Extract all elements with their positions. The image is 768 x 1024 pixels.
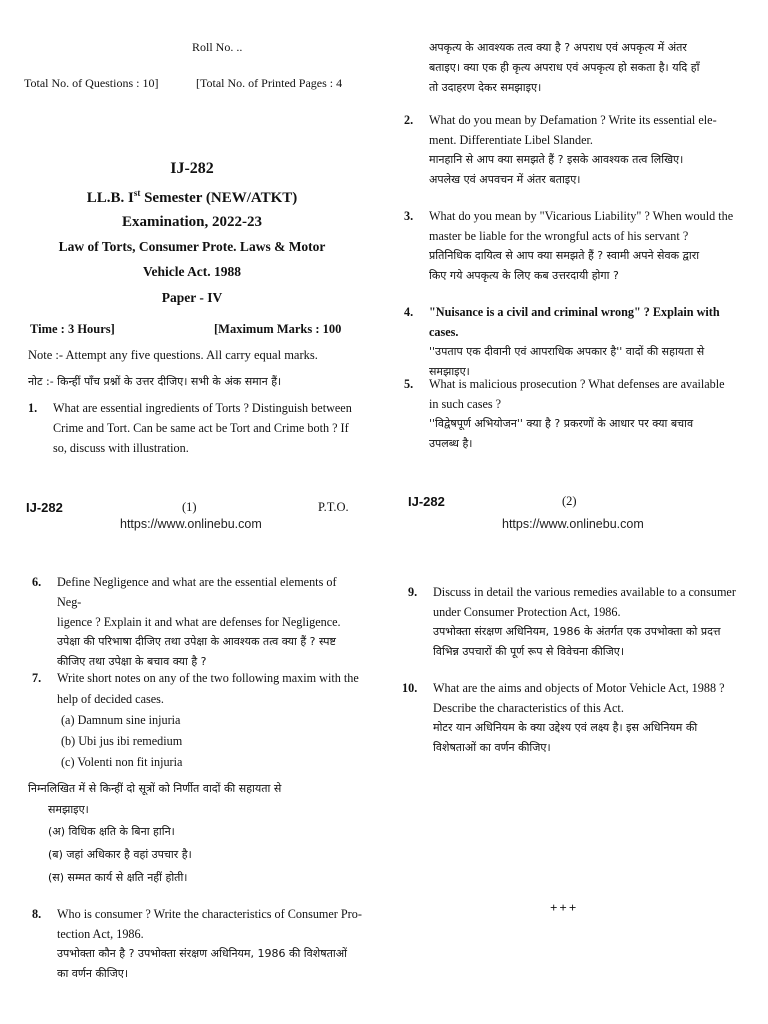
page-4 [404,560,744,1024]
question-5 [404,374,744,454]
question-number: 9. [408,585,418,599]
question-text-hindi: ''उपताप एक दीवानी एवं आपराधिक अपकार है'' वादों की सहायता से [429,345,705,358]
question-text: master be liable for the wrongful acts of his servant ? [429,229,689,243]
question-text-hindi: बताइए। क्या एक ही कृत्य अपराध एवं अपकृत्य हो सकता है। यदि हाँ [429,61,700,74]
question-text: What do you mean by "Vicarious Liability" ? When would the [429,209,734,223]
total-pages: [Total No. of Printed Pages : 4 [196,76,343,90]
exam-title: Examination, 2022-23 [121,214,262,230]
note-hindi: नोट :- किन्हीं पाँच प्रश्नों के उत्तर दीजिए। सभी के अंक समान हैं। [28,375,282,388]
question-text: What are the aims and objects of Motor Vehicle Act, 1988 ? [433,681,725,695]
footer-url: https://www.onlinebu.com [502,517,644,531]
question-7-hindi [28,778,362,889]
maxim-option-b: (b) Ubi jus ibi remedium [61,734,183,748]
question-number: 6. [32,575,42,589]
question-text-hindi: निम्नलिखित में से किन्हीं दो सूत्रों को निर्णीत वादों की सहायता से [28,782,282,795]
time-allowed: Time : 3 Hours] [30,322,115,336]
question-text-hindi: कीजिए तथा उपेक्षा के बचाव क्या है ? [57,655,207,668]
footer-url: https://www.onlinebu.com [120,517,262,531]
footer-page-number: (2) [562,494,577,508]
question-text: under Consumer Protection Act, 1986. [433,605,621,619]
question-text-hindi: का वर्णन कीजिए। [57,967,129,980]
question-text-hindi: ''विद्वेषपूर्ण अभियोजन'' क्या है ? प्रकरणों के आधार पर क्या बचाव [429,417,694,430]
question-number: 10. [402,681,418,695]
maxim-option-hindi-a: (अ) विधिक क्षति के बिना हानि। [48,825,175,838]
question-text: ment. Differentiate Libel Slander. [429,133,593,147]
end-of-paper-mark: +++ [550,900,579,915]
question-number: 2. [404,113,414,127]
total-questions: Total No. of Questions : 10] [24,76,159,90]
question-text-hindi: समझाइए। [429,365,470,378]
page-1 [24,0,360,531]
question-text: tection Act, 1986. [57,927,144,941]
question-text-hindi: किए गये अपकृत्य के लिए कब उत्तरदायी होगा ? [429,269,619,282]
maxim-option-hindi-b: (ब) जहां अधिकार है वहां उपचार है। [48,848,192,861]
question-text-hindi: उपभोक्ता कौन है ? उपभोक्ता संरक्षण अधिनियम, 1986 की विशेषताओं [57,947,347,960]
footer-page-number: (1) [182,500,197,514]
question-7 [32,668,362,773]
question-3 [404,206,744,286]
subject-line-1: Law of Torts, Consumer Prote. Laws & Motor [58,239,326,254]
question-text: ligence ? Explain it and what are defenses for Negligence. [57,615,341,629]
question-text-hindi: अपकृत्य के आवश्यक तत्व क्या है ? अपराध एवं अपकृत्य में अंतर [429,41,687,54]
maximum-marks: [Maximum Marks : 100 [214,322,342,336]
question-text: Describe the characteristics of this Act. [433,701,624,715]
question-number: 1. [28,401,38,415]
note-english: Note :- Attempt any five questions. All carry equal marks. [28,348,318,362]
question-text: Who is consumer ? Write the characteristics of Consumer Pro- [57,907,362,921]
footer-pto: P.T.O. [318,500,349,514]
question-text-hindi: तो उदाहरण देकर समझाइए। [429,81,542,94]
course-title: LL.B. Ist Semester (NEW/ATKT) [86,188,298,206]
question-text: help of decided cases. [57,692,164,706]
question-text-hindi: अपलेख एवं अपवचन में अंतर बताइए। [429,173,581,186]
footer-code: IJ-282 [26,500,63,515]
question-2 [404,110,744,190]
question-text: What are essential ingredients of Torts ? Distinguish between [53,401,352,415]
subject-line-2: Vehicle Act. 1988 [142,264,242,279]
question-text: Crime and Tort. Can be same act be Tort and Crime both ? If [53,421,349,435]
question-10 [402,678,744,758]
question-text-hindi: मानहानि से आप क्या समझते हैं ? इसके आवश्यक तत्व लिखिए। [429,153,684,166]
question-1 [28,398,360,458]
question-text-hindi: उपेक्षा की परिभाषा दीजिए तथा उपेक्षा के आवश्यक तत्व क्या हैं ? स्पष्ट [57,635,336,648]
question-8 [32,904,362,984]
question-text-hindi: उपभोक्ता संरक्षण अधिनियम, 1986 के अंतर्गत एक उपभोक्ता को प्रदत्त [433,625,721,638]
question-text: What do you mean by Defamation ? Write its essential ele- [429,113,717,127]
question-text: "Nuisance is a civil and criminal wrong" ? Explain with cases. [429,305,720,339]
sheet-2 [0,560,768,1024]
page-3 [24,560,360,1024]
question-text: in such cases ? [429,397,502,411]
question-text-hindi: मोटर यान अधिनियम के क्या उद्देश्य एवं लक्ष्य है। इस अधिनियम की [433,721,698,734]
question-number: 4. [404,305,414,319]
page-2 [404,0,744,531]
paper-number: Paper - IV [161,290,223,305]
question-text-hindi: समझाइए। [48,803,89,816]
question-9 [408,582,744,662]
question-4 [404,302,744,382]
question-6 [32,572,362,672]
question-text-hindi: प्रतिनिधिक दायित्व से आप क्या समझते हैं ? स्वामी अपने सेवक द्वारा [429,249,700,262]
question-text: Write short notes on any of the two following maxim with the [57,671,359,685]
footer-code: IJ-282 [408,494,445,509]
paper-code: IJ-282 [170,160,214,177]
question-text: Define Negligence and what are the essential elements of Neg- [57,575,337,609]
question-number: 3. [404,209,414,223]
question-1-hindi [404,38,744,98]
question-text: Discuss in detail the various remedies available to a consumer [433,585,736,599]
question-number: 5. [404,377,414,391]
roll-no: Roll No. .. [192,40,243,54]
question-text-hindi: विभिन्न उपचारों की पूर्ण रूप से विवेचना कीजिए। [433,645,625,658]
maxim-option-c: (c) Volenti non fit injuria [61,755,183,769]
question-number: 8. [32,907,42,921]
question-text: What is malicious prosecution ? What defenses are available [429,377,725,391]
maxim-option-hindi-c: (स) सम्मत कार्य से क्षति नहीं होती। [48,871,188,884]
question-text: so, discuss with illustration. [53,441,189,455]
maxim-option-a: (a) Damnum sine injuria [61,713,181,727]
question-number: 7. [32,671,42,685]
question-text-hindi: उपलब्ध है। [429,437,473,450]
question-text-hindi: विशेषताओं का वर्णन कीजिए। [433,741,551,754]
